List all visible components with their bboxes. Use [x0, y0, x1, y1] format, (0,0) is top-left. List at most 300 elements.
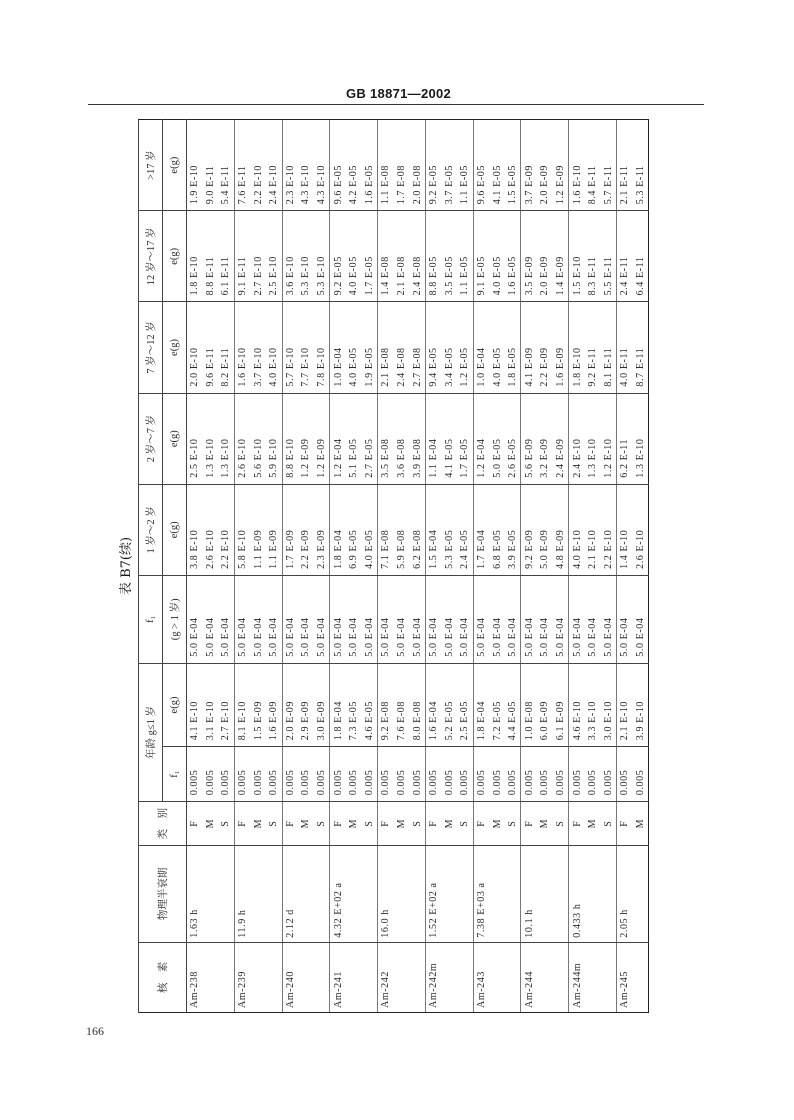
cell-type: S: [362, 802, 378, 846]
cell-e-2-7: 2.4 E-10: [569, 393, 585, 484]
cell-e-7-12: 4.0 E-05: [489, 302, 505, 393]
cell-f1: 0.005: [218, 747, 234, 802]
cell-nuclide: [346, 942, 362, 1012]
cell-e-2-7: 1.2 E-09: [298, 393, 314, 484]
cell-e-17: 9.2 E-05: [425, 120, 441, 211]
cell-f1: 0.005: [250, 747, 266, 802]
cell-half-life: 1.52 E+02 a: [425, 846, 441, 943]
cell-nuclide: [298, 942, 314, 1012]
cell-half-life: 10.1 h: [521, 846, 537, 943]
cell-e-12-17: 1.1 E-05: [457, 211, 473, 302]
cell-type: S: [266, 802, 282, 846]
cell-type: F: [473, 802, 489, 846]
cell-nuclide: Am-238: [187, 942, 203, 1012]
cell-half-life: [553, 846, 569, 943]
table-row: [473, 120, 489, 1013]
cell-e-infant: 1.6 E-09: [266, 663, 282, 746]
cell-f1: 0.005: [234, 747, 250, 802]
col-header-age-2-7: 2 岁～7 岁: [139, 393, 163, 484]
table-row: [330, 120, 346, 1013]
cell-half-life: [537, 846, 553, 943]
cell-e-17: 1.2 E-09: [553, 120, 569, 211]
table-row: [362, 120, 378, 1013]
cell-e-2-7: 1.2 E-04: [473, 393, 489, 484]
col-header-type: 类 别: [139, 802, 187, 846]
cell-f1: 0.005: [553, 747, 569, 802]
cell-e-17: 1.5 E-05: [505, 120, 521, 211]
cell-half-life: 4.32 E+02 a: [330, 846, 346, 943]
cell-e-infant: 8.0 E-08: [409, 663, 425, 746]
table-row: [298, 120, 314, 1013]
cell-f1: 0.005: [203, 747, 219, 802]
cell-e-2-7: 1.3 E-10: [585, 393, 601, 484]
cell-e-2-7: 2.4 E-09: [553, 393, 569, 484]
cell-e-infant: 3.0 E-09: [314, 663, 330, 746]
cell-e-7-12: 8.7 E-11: [633, 302, 649, 393]
table-row: [617, 120, 633, 1013]
cell-e-2-7: 2.6 E-10: [234, 393, 250, 484]
cell-e-2-7: 2.5 E-10: [187, 393, 203, 484]
cell-e-1-2: 6.2 E-08: [409, 484, 425, 575]
cell-e-1-2: 2.4 E-05: [457, 484, 473, 575]
cell-e-infant: 4.6 E-05: [362, 663, 378, 746]
cell-f1: 0.005: [473, 747, 489, 802]
cell-f1: 0.005: [585, 747, 601, 802]
cell-e-7-12: 1.8 E-05: [505, 302, 521, 393]
table-row: [600, 120, 616, 1013]
col-header-age-infant: 年龄 g≤1 岁: [139, 663, 163, 801]
table-row: [521, 120, 537, 1013]
cell-e-infant: 2.9 E-09: [298, 663, 314, 746]
cell-e-1-2: 5.8 E-10: [234, 484, 250, 575]
cell-e-7-12: 8.2 E-11: [218, 302, 234, 393]
cell-type: F: [521, 802, 537, 846]
cell-e-2-7: 3.2 E-09: [537, 393, 553, 484]
cell-f1: 0.005: [394, 747, 410, 802]
cell-f1-older: 5.0 E-04: [187, 575, 203, 663]
cell-type: M: [250, 802, 266, 846]
table-row: [489, 120, 505, 1013]
col-header-eg-17: e(g): [163, 120, 187, 211]
cell-e-7-12: 1.9 E-05: [362, 302, 378, 393]
cell-nuclide: Am-242m: [425, 942, 441, 1012]
cell-f1: 0.005: [409, 747, 425, 802]
cell-f1-older: 5.0 E-04: [537, 575, 553, 663]
cell-nuclide: Am-240: [282, 942, 298, 1012]
cell-e-12-17: 2.4 E-11: [617, 211, 633, 302]
cell-nuclide: [409, 942, 425, 1012]
cell-e-17: 1.9 E-10: [187, 120, 203, 211]
cell-f1: 0.005: [489, 747, 505, 802]
cell-nuclide: [505, 942, 521, 1012]
cell-e-1-2: 1.7 E-04: [473, 484, 489, 575]
cell-f1-older: 5.0 E-04: [314, 575, 330, 663]
cell-e-infant: 4.4 E-05: [505, 663, 521, 746]
cell-nuclide: Am-245: [617, 942, 633, 1012]
cell-e-2-7: 5.6 E-10: [250, 393, 266, 484]
cell-f1-older: 5.0 E-04: [234, 575, 250, 663]
cell-nuclide: Am-241: [330, 942, 346, 1012]
table-row: [633, 120, 649, 1013]
cell-nuclide: [314, 942, 330, 1012]
cell-half-life: [600, 846, 616, 943]
cell-half-life: [298, 846, 314, 943]
cell-nuclide: Am-244: [521, 942, 537, 1012]
cell-e-2-7: 8.8 E-10: [282, 393, 298, 484]
cell-e-12-17: 5.3 E-10: [298, 211, 314, 302]
cell-e-7-12: 7.8 E-10: [314, 302, 330, 393]
cell-nuclide: [362, 942, 378, 1012]
table-row: [378, 120, 394, 1013]
cell-type: F: [617, 802, 633, 846]
table-row: [346, 120, 362, 1013]
cell-e-1-2: 1.7 E-09: [282, 484, 298, 575]
col-header-eg-7-12: e(g): [163, 302, 187, 393]
cell-e-17: 4.1 E-05: [489, 120, 505, 211]
table-row: [218, 120, 234, 1013]
cell-half-life: 2.12 d: [282, 846, 298, 943]
cell-e-7-12: 4.0 E-10: [266, 302, 282, 393]
cell-nuclide: Am-244m: [569, 942, 585, 1012]
cell-e-17: 9.6 E-05: [473, 120, 489, 211]
cell-type: M: [537, 802, 553, 846]
cell-e-7-12: 9.6 E-11: [203, 302, 219, 393]
cell-half-life: 16.0 h: [378, 846, 394, 943]
cell-f1-older: 5.0 E-04: [425, 575, 441, 663]
cell-e-17: 3.7 E-09: [521, 120, 537, 211]
col-header-age-12-17: 12 岁～17 岁: [139, 211, 163, 302]
cell-type: F: [282, 802, 298, 846]
cell-e-2-7: 1.3 E-10: [633, 393, 649, 484]
cell-e-7-12: 1.0 E-04: [473, 302, 489, 393]
cell-f1-older: 5.0 E-04: [633, 575, 649, 663]
cell-e-2-7: 5.9 E-10: [266, 393, 282, 484]
cell-e-7-12: 2.7 E-08: [409, 302, 425, 393]
cell-e-12-17: 9.1 E-05: [473, 211, 489, 302]
cell-e-2-7: 1.3 E-10: [203, 393, 219, 484]
cell-nuclide: [250, 942, 266, 1012]
cell-e-2-7: 1.7 E-05: [457, 393, 473, 484]
cell-f1-older: 5.0 E-04: [569, 575, 585, 663]
cell-type: M: [489, 802, 505, 846]
cell-type: F: [569, 802, 585, 846]
cell-half-life: [346, 846, 362, 943]
cell-e-infant: 2.7 E-10: [218, 663, 234, 746]
cell-f1-older: 5.0 E-04: [330, 575, 346, 663]
cell-f1: 0.005: [298, 747, 314, 802]
cell-half-life: [266, 846, 282, 943]
cell-e-12-17: 2.4 E-08: [409, 211, 425, 302]
cell-e-12-17: 1.4 E-08: [378, 211, 394, 302]
col-header-eg-12-17: e(g): [163, 211, 187, 302]
table-body: [187, 120, 649, 1013]
cell-e-12-17: 3.5 E-05: [442, 211, 458, 302]
cell-e-17: 4.2 E-05: [346, 120, 362, 211]
cell-e-17: 2.2 E-10: [250, 120, 266, 211]
cell-f1: 0.005: [569, 747, 585, 802]
cell-e-2-7: 1.1 E-04: [425, 393, 441, 484]
cell-e-12-17: 2.7 E-10: [250, 211, 266, 302]
cell-e-infant: 6.1 E-09: [553, 663, 569, 746]
cell-type: S: [218, 802, 234, 846]
cell-e-17: 2.3 E-10: [282, 120, 298, 211]
rotated-table-region: [116, 119, 695, 1013]
cell-e-2-7: 4.1 E-05: [442, 393, 458, 484]
standard-code: GB 18871—2002: [346, 86, 452, 101]
cell-type: S: [553, 802, 569, 846]
cell-e-17: 2.0 E-08: [409, 120, 425, 211]
cell-nuclide: [203, 942, 219, 1012]
cell-e-1-2: 4.8 E-09: [553, 484, 569, 575]
cell-e-infant: 5.2 E-05: [442, 663, 458, 746]
cell-e-7-12: 2.1 E-08: [378, 302, 394, 393]
cell-nuclide: [394, 942, 410, 1012]
cell-f1: 0.005: [330, 747, 346, 802]
cell-f1-older: 5.0 E-04: [346, 575, 362, 663]
table-row: [585, 120, 601, 1013]
table-row: [505, 120, 521, 1013]
cell-e-12-17: 9.1 E-11: [234, 211, 250, 302]
cell-f1-older: 5.0 E-04: [489, 575, 505, 663]
cell-e-2-7: 3.6 E-08: [394, 393, 410, 484]
cell-e-2-7: 5.1 E-05: [346, 393, 362, 484]
table-row: [282, 120, 298, 1013]
cell-e-7-12: 4.0 E-11: [617, 302, 633, 393]
cell-nuclide: [266, 942, 282, 1012]
cell-f1-older: 5.0 E-04: [282, 575, 298, 663]
col-header-f1-older: f₁: [139, 575, 163, 663]
col-header-f1-range: (g > 1 岁): [163, 575, 187, 663]
cell-e-12-17: 3.6 E-10: [282, 211, 298, 302]
table-caption: 表 B7(续): [119, 536, 134, 596]
cell-e-17: 5.4 E-11: [218, 120, 234, 211]
cell-e-1-2: 1.5 E-04: [425, 484, 441, 575]
cell-f1-older: 5.0 E-04: [409, 575, 425, 663]
cell-type: S: [314, 802, 330, 846]
cell-e-17: 1.6 E-05: [362, 120, 378, 211]
landscape-page-content: [116, 119, 695, 1013]
cell-e-1-2: 3.8 E-10: [187, 484, 203, 575]
cell-half-life: [585, 846, 601, 943]
cell-type: M: [298, 802, 314, 846]
cell-f1-older: 5.0 E-04: [617, 575, 633, 663]
cell-e-7-12: 5.7 E-10: [282, 302, 298, 393]
cell-f1: 0.005: [266, 747, 282, 802]
cell-e-12-17: 3.5 E-09: [521, 211, 537, 302]
cell-e-7-12: 4.1 E-09: [521, 302, 537, 393]
cell-nuclide: [442, 942, 458, 1012]
cell-e-1-2: 2.6 E-10: [203, 484, 219, 575]
cell-f1-older: 5.0 E-04: [378, 575, 394, 663]
cell-e-17: 4.3 E-10: [314, 120, 330, 211]
cell-f1-older: 5.0 E-04: [266, 575, 282, 663]
cell-half-life: [314, 846, 330, 943]
cell-e-1-2: 9.2 E-09: [521, 484, 537, 575]
cell-e-17: 7.6 E-11: [234, 120, 250, 211]
cell-f1-older: 5.0 E-04: [298, 575, 314, 663]
cell-f1-older: 5.0 E-04: [585, 575, 601, 663]
cell-e-1-2: 5.3 E-05: [442, 484, 458, 575]
cell-type: F: [378, 802, 394, 846]
cell-e-7-12: 2.4 E-08: [394, 302, 410, 393]
table-row: [569, 120, 585, 1013]
cell-f1: 0.005: [314, 747, 330, 802]
col-header-eg-1-2: e(g): [163, 484, 187, 575]
cell-e-7-12: 9.2 E-11: [585, 302, 601, 393]
cell-e-1-2: 5.0 E-09: [537, 484, 553, 575]
table-row: [409, 120, 425, 1013]
cell-e-12-17: 4.0 E-05: [489, 211, 505, 302]
cell-f1-older: 5.0 E-04: [473, 575, 489, 663]
table-row: [250, 120, 266, 1013]
cell-nuclide: [585, 942, 601, 1012]
cell-e-17: 5.7 E-11: [600, 120, 616, 211]
cell-f1: 0.005: [537, 747, 553, 802]
cell-e-infant: 7.3 E-05: [346, 663, 362, 746]
cell-e-17: 9.0 E-11: [203, 120, 219, 211]
cell-half-life: [250, 846, 266, 943]
table-row: [314, 120, 330, 1013]
cell-f1-older: 5.0 E-04: [394, 575, 410, 663]
cell-e-2-7: 1.2 E-04: [330, 393, 346, 484]
cell-f1: 0.005: [425, 747, 441, 802]
cell-half-life: [489, 846, 505, 943]
cell-half-life: 7.38 E+03 a: [473, 846, 489, 943]
cell-e-7-12: 3.4 E-05: [442, 302, 458, 393]
cell-e-2-7: 1.3 E-10: [218, 393, 234, 484]
cell-e-17: 1.6 E-10: [569, 120, 585, 211]
cell-e-12-17: 5.5 E-11: [600, 211, 616, 302]
cell-e-1-2: 4.0 E-10: [569, 484, 585, 575]
cell-f1-older: 5.0 E-04: [362, 575, 378, 663]
cell-e-1-2: 2.6 E-10: [633, 484, 649, 575]
cell-nuclide: [537, 942, 553, 1012]
cell-e-infant: 1.6 E-04: [425, 663, 441, 746]
cell-e-12-17: 5.3 E-10: [314, 211, 330, 302]
cell-f1: 0.005: [633, 747, 649, 802]
cell-type: F: [187, 802, 203, 846]
cell-f1-older: 5.0 E-04: [250, 575, 266, 663]
page-number: 166: [86, 1024, 104, 1038]
cell-f1: 0.005: [282, 747, 298, 802]
cell-e-12-17: 1.7 E-05: [362, 211, 378, 302]
dose-coefficient-table: [138, 119, 649, 1013]
cell-type: M: [203, 802, 219, 846]
cell-e-2-7: 2.7 E-05: [362, 393, 378, 484]
cell-e-7-12: 8.1 E-11: [600, 302, 616, 393]
cell-f1-older: 5.0 E-04: [442, 575, 458, 663]
col-header-half-life: 物理半衰期: [139, 846, 187, 943]
cell-type: F: [425, 802, 441, 846]
table-row: [203, 120, 219, 1013]
cell-e-1-2: 1.4 E-10: [617, 484, 633, 575]
cell-nuclide: Am-243: [473, 942, 489, 1012]
cell-e-infant: 2.5 E-05: [457, 663, 473, 746]
cell-e-12-17: 6.1 E-11: [218, 211, 234, 302]
cell-half-life: [203, 846, 219, 943]
col-header-age-7-12: 7 岁～12 岁: [139, 302, 163, 393]
cell-half-life: 11.9 h: [234, 846, 250, 943]
cell-f1: 0.005: [362, 747, 378, 802]
cell-e-infant: 3.3 E-10: [585, 663, 601, 746]
cell-e-12-17: 4.0 E-05: [346, 211, 362, 302]
cell-nuclide: [600, 942, 616, 1012]
cell-e-7-12: 7.7 E-10: [298, 302, 314, 393]
cell-e-1-2: 2.2 E-10: [218, 484, 234, 575]
cell-e-infant: 8.1 E-10: [234, 663, 250, 746]
cell-half-life: [394, 846, 410, 943]
table-row: [394, 120, 410, 1013]
cell-e-1-2: 4.0 E-05: [362, 484, 378, 575]
cell-e-infant: 1.5 E-09: [250, 663, 266, 746]
cell-half-life: [457, 846, 473, 943]
cell-e-infant: 7.6 E-08: [394, 663, 410, 746]
cell-f1-older: 5.0 E-04: [600, 575, 616, 663]
cell-f1: 0.005: [600, 747, 616, 802]
cell-e-7-12: 2.2 E-09: [537, 302, 553, 393]
cell-e-12-17: 6.4 E-11: [633, 211, 649, 302]
cell-e-infant: 9.2 E-08: [378, 663, 394, 746]
cell-e-7-12: 3.7 E-10: [250, 302, 266, 393]
cell-e-infant: 1.8 E-04: [473, 663, 489, 746]
cell-e-infant: 4.1 E-10: [187, 663, 203, 746]
cell-e-1-2: 6.9 E-05: [346, 484, 362, 575]
cell-e-17: 4.3 E-10: [298, 120, 314, 211]
table-row: [425, 120, 441, 1013]
col-header-eg-infant: e(g): [163, 663, 187, 746]
cell-f1-older: 5.0 E-04: [553, 575, 569, 663]
cell-nuclide: [218, 942, 234, 1012]
cell-half-life: [505, 846, 521, 943]
table-row: [442, 120, 458, 1013]
cell-f1-older: 5.0 E-04: [457, 575, 473, 663]
cell-e-7-12: 1.2 E-05: [457, 302, 473, 393]
cell-e-7-12: 2.0 E-10: [187, 302, 203, 393]
cell-e-infant: 3.1 E-10: [203, 663, 219, 746]
table-row: [266, 120, 282, 1013]
cell-f1-older: 5.0 E-04: [505, 575, 521, 663]
cell-half-life: [633, 846, 649, 943]
cell-half-life: [442, 846, 458, 943]
cell-f1: 0.005: [457, 747, 473, 802]
cell-e-12-17: 1.8 E-10: [187, 211, 203, 302]
cell-e-17: 2.0 E-09: [537, 120, 553, 211]
cell-half-life: 0.433 h: [569, 846, 585, 943]
cell-f1: 0.005: [346, 747, 362, 802]
table-row: [537, 120, 553, 1013]
cell-e-12-17: 8.3 E-11: [585, 211, 601, 302]
col-header-age-17: >17 岁: [139, 120, 163, 211]
cell-type: M: [442, 802, 458, 846]
cell-e-12-17: 2.5 E-10: [266, 211, 282, 302]
cell-e-2-7: 6.2 E-11: [617, 393, 633, 484]
cell-type: M: [585, 802, 601, 846]
cell-e-2-7: 1.2 E-10: [600, 393, 616, 484]
cell-nuclide: [633, 942, 649, 1012]
cell-e-7-12: 1.6 E-09: [553, 302, 569, 393]
cell-e-1-2: 1.8 E-04: [330, 484, 346, 575]
cell-e-1-2: 2.2 E-09: [298, 484, 314, 575]
cell-e-infant: 2.0 E-09: [282, 663, 298, 746]
cell-e-12-17: 1.4 E-09: [553, 211, 569, 302]
cell-e-17: 1.1 E-08: [378, 120, 394, 211]
cell-half-life: 2.05 h: [617, 846, 633, 943]
cell-e-17: 1.7 E-08: [394, 120, 410, 211]
cell-e-1-2: 5.9 E-08: [394, 484, 410, 575]
cell-type: M: [346, 802, 362, 846]
cell-e-2-7: 5.6 E-09: [521, 393, 537, 484]
cell-e-2-7: 1.2 E-09: [314, 393, 330, 484]
